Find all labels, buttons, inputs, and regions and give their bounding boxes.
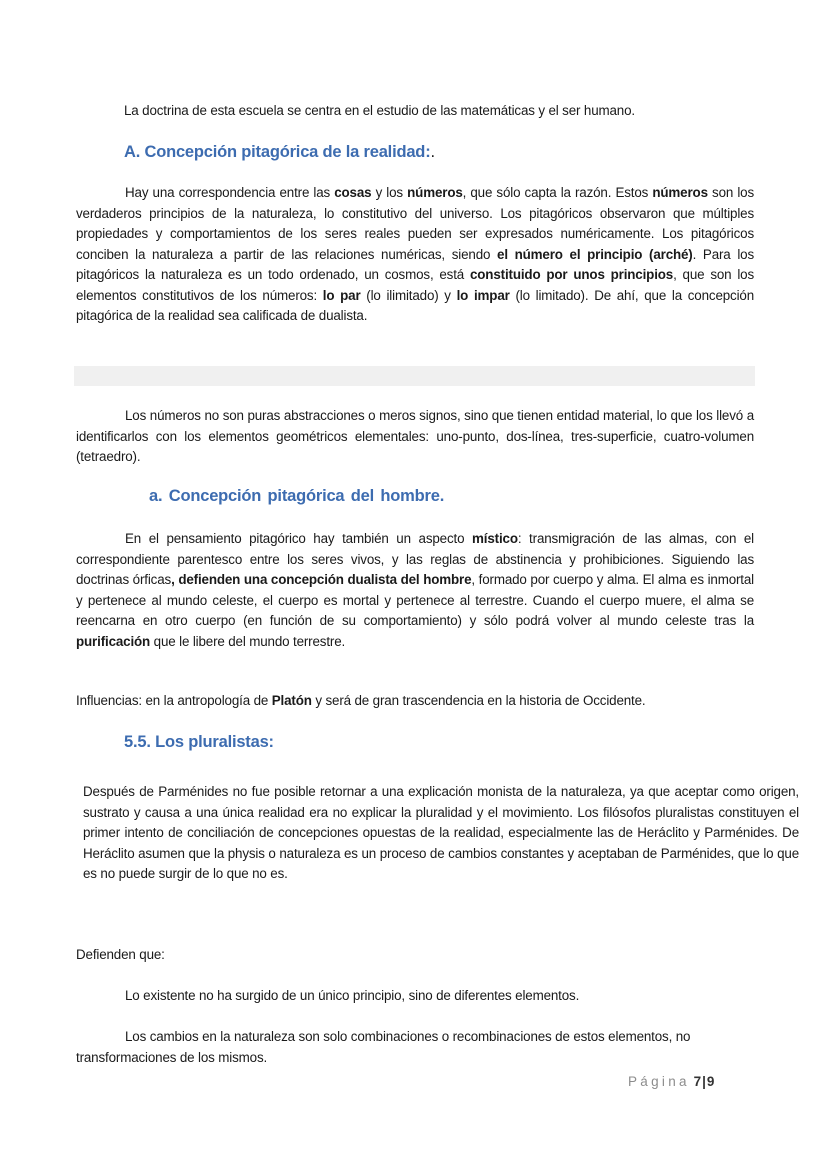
bold-term: cosas xyxy=(334,185,372,200)
bold-term: números xyxy=(407,185,463,200)
text-run: (lo ilimitado) y xyxy=(360,287,457,303)
shaded-band xyxy=(74,366,755,386)
paragraph-influencias xyxy=(76,691,754,712)
text-run: Influencias: en la antropología de xyxy=(76,693,272,708)
bold-term: constituido por unos principios xyxy=(469,267,674,282)
point-cambios: Los cambios en la naturaleza son solo combinaciones o recombinaciones de estos elementos, no transformaciones de los mismos. xyxy=(76,1029,691,1065)
text-run: que le libere del mundo terrestre. xyxy=(150,633,346,649)
heading-realidad-trail: . xyxy=(430,143,435,161)
text-run: En el pensamiento pitagórico hay también un aspecto xyxy=(125,531,473,546)
page-label: Página xyxy=(628,1074,690,1089)
text-run: . Para los pitagóricos la naturaleza es un todo ordenado, un cosmos, está xyxy=(76,246,754,282)
heading-realidad-text: A. Concepción pitagórica de la realidad: xyxy=(124,143,431,161)
heading-hombre: a. Concepción pitagórica del hombre. xyxy=(149,487,445,505)
point-elementos: Lo existente no ha surgido de un único principio, sino de diferentes elementos. xyxy=(125,988,580,1003)
paragraph-realidad xyxy=(76,183,754,327)
page-total: 9 xyxy=(706,1074,716,1089)
bold-term: lo impar xyxy=(456,287,510,303)
defienden-label: Defienden que: xyxy=(76,947,165,962)
text-run: y será de gran trascendencia en la historia de Occidente. xyxy=(311,693,646,708)
paragraph-pluralistas: Después de Parménides no fue posible retornar a una explicación monista de la naturaleza, ya que aceptar como origen, sustrato y causa a una única realidad era no explicar la pluralidad y el movimiento. Los filósofos pluralistas constituyen el primer intento de conciliación de concepciones opuestas de la realidad, especialmente las de Heráclito y Parménides. De Heráclito asumen que la physis o naturaleza es un proceso de cambios constantes y aceptaban de Parménides, que lo que es no puede surgir de lo que no es. xyxy=(83,784,799,881)
text-run: son los verdaderos principios de la naturaleza, lo constitutivo del universo. Los pitagóricos observaron que múltiples propiedades y comportamientos de los seres reales pueden ser expresados numéricamente. Los pitagóricos conciben la naturaleza a partir de las relaciones numéricas, siendo xyxy=(76,185,754,262)
heading-pluralistas: 5.5. Los pluralistas: xyxy=(124,733,274,751)
text-run: , formado por cuerpo y alma. El alma es inmortal y pertenece al mundo celeste, el cuerpo es mortal y pertenece al terrestre. Cuando el cuerpo muere, el alma se reencarna en otro cuerpo (en función de su comportamiento) y sólo podrá volver al mundo celeste tras la xyxy=(76,572,754,628)
bold-term: Platón xyxy=(271,693,312,708)
text-run: Hay una correspondencia entre las xyxy=(125,185,335,200)
bold-term: el número el principio (arché) xyxy=(497,246,693,262)
heading-realidad xyxy=(124,143,435,162)
bold-term: purificación xyxy=(76,633,151,649)
paragraph-hombre xyxy=(76,529,754,652)
paragraph-numeros: Los números no son puras abstracciones o meros signos, sino que tienen entidad material, lo que los llevó a identificarlos con los elementos geométricos elementales: uno-punto, dos-línea, tres-superficie, cuatro-volumen (tetraedro). xyxy=(76,408,754,464)
bold-term: , defienden una concepción dualista del hombre xyxy=(171,572,472,587)
text-run: (lo limitado). De ahí, que la concepción pitagórica de la realidad sea calificada de dualista. xyxy=(76,287,755,323)
text-run: : transmigración de las almas, con el correspondiente parentesco entre los seres vivos, y las reglas de abstinencia y prohibiciones. Siguiendo las doctrinas órficas xyxy=(76,531,754,587)
bold-term: místico xyxy=(472,531,518,546)
text-run: , que son los elementos constitutivos de los números: xyxy=(76,267,755,303)
text-run: y los xyxy=(371,185,408,200)
page-separator: | xyxy=(702,1074,707,1089)
bold-term: números xyxy=(652,185,708,200)
page-current: 7 xyxy=(693,1074,703,1089)
intro-paragraph: La doctrina de esta escuela se centra en el estudio de las matemáticas y el ser humano. xyxy=(124,103,635,118)
bold-term: lo par xyxy=(322,287,361,303)
text-run: , que sólo capta la razón. Estos xyxy=(462,185,653,200)
page-number-footer xyxy=(628,1074,715,1089)
